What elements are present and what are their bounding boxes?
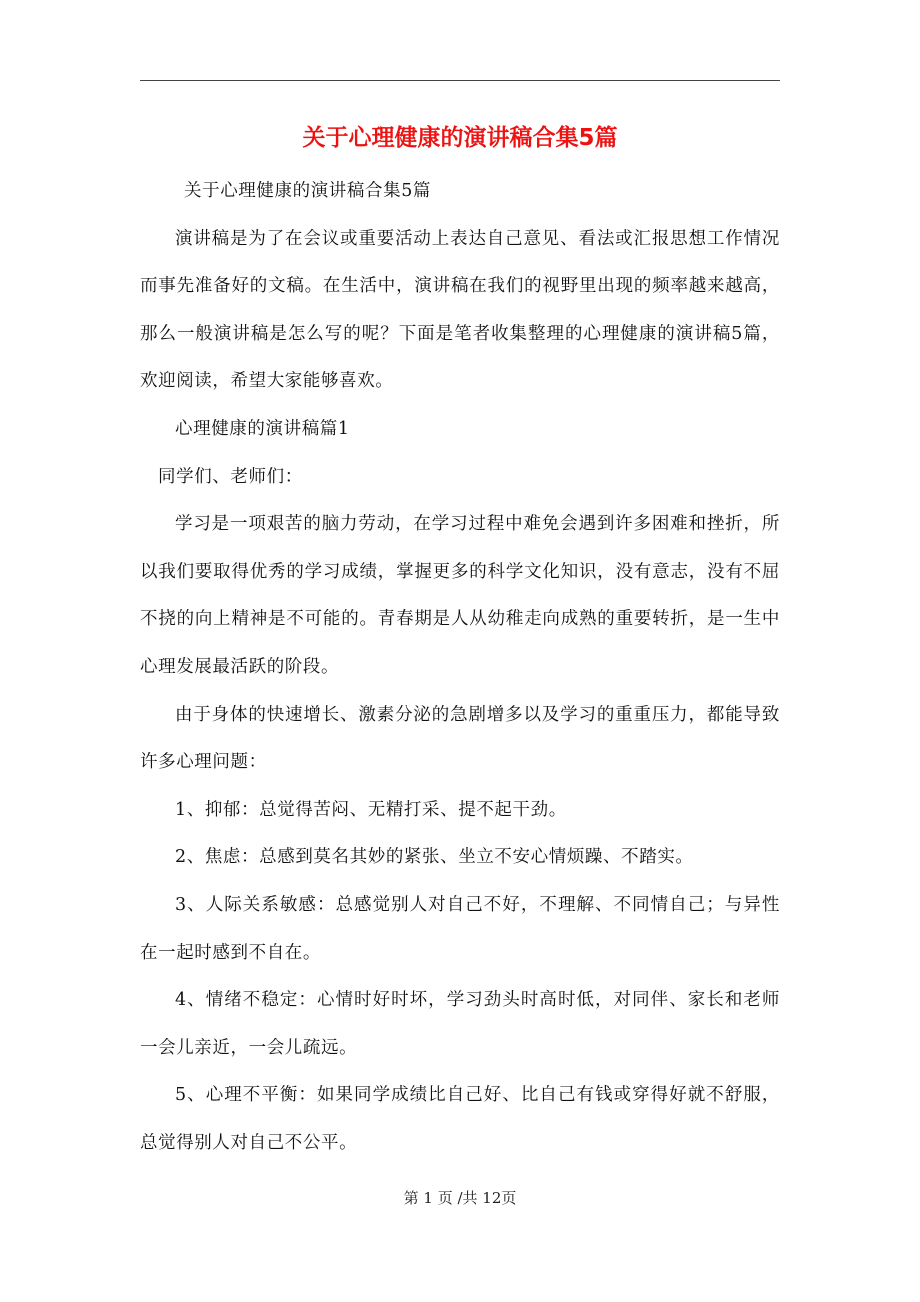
- header-divider: [140, 80, 780, 81]
- document-body: [140, 168, 780, 1167]
- list-item: 1、抑郁：总觉得苦闷、无精打采、提不起干劲。: [175, 799, 567, 820]
- list-item: 5、心理不平衡：如果同学成绩比自己好、比自己有钱或穿得好就不舒服，总觉得别人对自己不公平。: [140, 1085, 780, 1153]
- list-item: 2、焦虑：总感到莫名其妙的紧张、坐立不安心情烦躁、不踏实。: [175, 847, 694, 868]
- document-title: 关于心理健康的演讲稿合集5篇: [302, 125, 618, 151]
- page-number-footer: 第 1 页 /共 12页: [403, 1189, 517, 1207]
- list-item: 4、情绪不稳定：心情时好时坏，学习劲头时高时低，对同伴、家长和老师一会儿亲近，一会儿疏远。: [140, 990, 780, 1058]
- body-paragraph: 学习是一项艰苦的脑力劳动，在学习过程中难免会遇到许多困难和挫折，所以我们要取得优秀的学习成绩，掌握更多的科学文化知识，没有意志，没有不屈不挠的向上精神是不可能的。青春期是人从幼稚走向成熟的重要转折，是一生中心理发展最活跃的阶段。: [140, 514, 780, 677]
- subtitle-paragraph: 关于心理健康的演讲稿合集5篇: [184, 181, 432, 201]
- section-heading: 心理健康的演讲稿篇1: [175, 418, 350, 439]
- intro-paragraph: 演讲稿是为了在会议或重要活动上表达自己意见、看法或汇报思想工作情况而事先准备好的文稿。在生活中，演讲稿在我们的视野里出现的频率越来越高，那么一般演讲稿是怎么写的呢？下面是笔者收集整理的心理健康的演讲稿5篇，欢迎阅读，希望大家能够喜欢。: [140, 228, 780, 392]
- salutation-paragraph: 同学们、老师们：: [158, 466, 303, 487]
- body-paragraph: 由于身体的快速增长、激素分泌的急剧增多以及学习的重重压力，都能导致许多心理问题：: [140, 704, 780, 773]
- list-item: 3、人际关系敏感：总感觉别人对自己不好，不理解、不同情自己；与异性在一起时感到不自在。: [140, 894, 780, 963]
